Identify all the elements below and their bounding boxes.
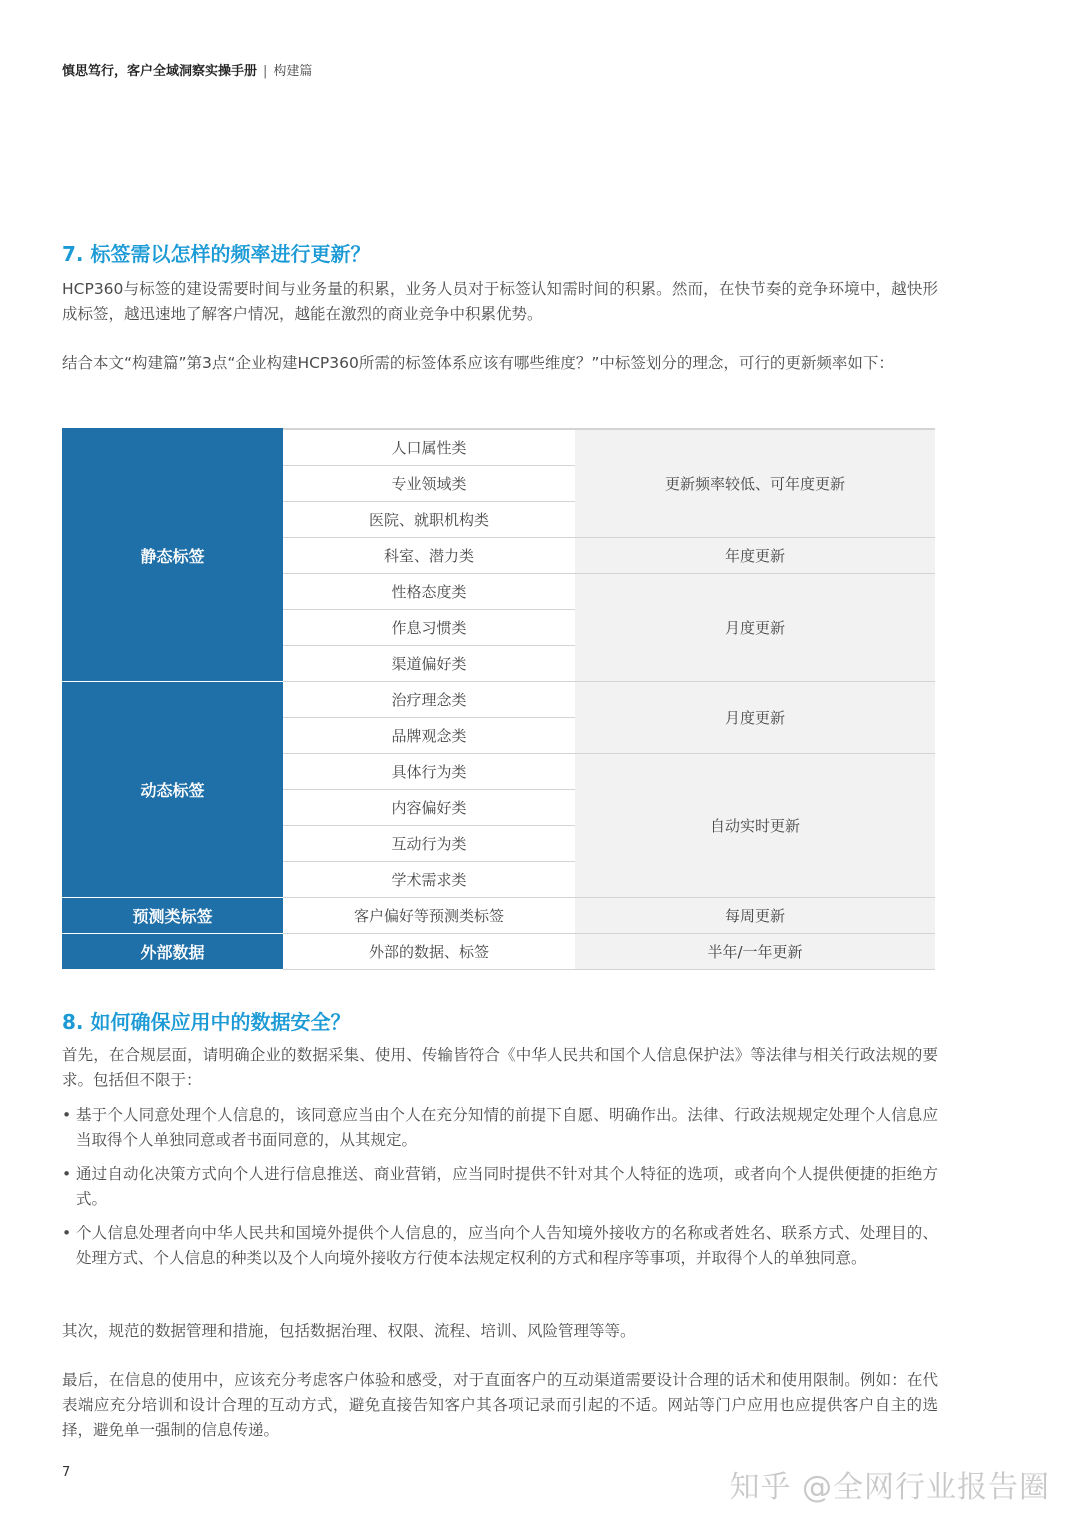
- table-sub-item: 性格态度类: [283, 574, 575, 610]
- table-sub-item: 内容偏好类: [283, 790, 575, 826]
- table-frequency: 每周更新: [575, 898, 935, 934]
- table-frequency: 年度更新: [575, 538, 935, 574]
- bullet-dot: •: [62, 1106, 72, 1124]
- bullet-text: 通过自动化决策方式向个人进行信息推送、商业营销，应当同时提供不针对其个人特征的选项，或者向个人提供便捷的拒绝方式。: [76, 1165, 938, 1208]
- category-dynamic: 动态标签: [62, 682, 283, 898]
- running-header: [62, 60, 312, 79]
- bullet-dot: •: [62, 1165, 72, 1183]
- table-sub-item: 专业领域类: [283, 466, 575, 502]
- table-sub-item: 科室、潜力类: [283, 538, 575, 574]
- page-number: 7: [62, 1465, 71, 1480]
- section8-heading: 8. 如何确保应用中的数据安全？: [62, 1010, 351, 1034]
- section8-intro: 首先，在合规层面，请明确企业的数据采集、使用、传输皆符合《中华人民共和国个人信息保护法》等法律与相关行政法规的要求。包括但不限于：: [62, 1046, 938, 1089]
- list-item: [62, 1162, 938, 1212]
- header-separator: |: [263, 64, 268, 79]
- section7-heading: 7. 标签需以怎样的频率进行更新？: [62, 242, 371, 266]
- table-frequency: 自动实时更新: [575, 754, 935, 898]
- section8-second: 其次，规范的数据管理和措施，包括数据治理、权限、流程、培训、风险管理等等。: [62, 1322, 636, 1340]
- table-sub-item: 治疗理念类: [283, 682, 575, 718]
- category-static: 静态标签: [62, 429, 283, 682]
- table-sub-item: 客户偏好等预测类标签: [283, 898, 575, 934]
- bullet-text: 个人信息处理者向中华人民共和国境外提供个人信息的，应当向个人告知境外接收方的名称或者姓名、联系方式、处理目的、处理方式、个人信息的种类以及个人向境外接收方行使本法规定权利的方式和程序等事项，并取得个人的单独同意。: [76, 1224, 938, 1267]
- bullet-text: 基于个人同意处理个人信息的，该同意应当由个人在充分知情的前提下自愿、明确作出。法律、行政法规规定处理个人信息应当取得个人单独同意或者书面同意的，从其规定。: [76, 1106, 938, 1149]
- table-sub-item: 渠道偏好类: [283, 646, 575, 682]
- header-chapter: 构建篇: [273, 64, 313, 79]
- category-predictive: 预测类标签: [62, 898, 283, 934]
- table-sub-item: 互动行为类: [283, 826, 575, 862]
- section7-para2: 结合本文“构建篇”第3点“企业构建HCP360所需的标签体系应该有哪些维度？”中标签划分的理念，可行的更新频率如下：: [62, 354, 894, 372]
- section8-last: 最后，在信息的使用中，应该充分考虑客户体验和感受，对于直面客户的互动渠道需要设计合理的话术和使用限制。例如：在代表端应充分培训和设计合理的互动方式，避免直接告知客户其各项记录而引起的不适。网站等门户应用也应提供客户自主的选择，避免单一强制的信息传递。: [62, 1371, 938, 1439]
- section7-para1: HCP360与标签的建设需要时间与业务量的积累，业务人员对于标签认知需时间的积累。然而，在快节奏的竞争环境中，越快形成标签，越迅速地了解客户情况，越能在激烈的商业竞争中积累优势。: [62, 280, 938, 323]
- table-sub-item: 人口属性类: [283, 429, 575, 466]
- list-item: [62, 1221, 938, 1271]
- list-item: [62, 1103, 938, 1153]
- table-frequency: 月度更新: [575, 682, 935, 754]
- table-sub-item: 学术需求类: [283, 862, 575, 898]
- header-title: 慎思笃行，客户全域洞察实操手册: [62, 64, 258, 79]
- table-frequency: 更新频率较低、可年度更新: [575, 429, 935, 538]
- bullet-dot: •: [62, 1224, 72, 1242]
- table-frequency: 半年/一年更新: [575, 934, 935, 970]
- table-sub-item: 外部的数据、标签: [283, 934, 575, 970]
- table-frequency: 月度更新: [575, 574, 935, 682]
- table-sub-item: 医院、就职机构类: [283, 502, 575, 538]
- table-sub-item: 作息习惯类: [283, 610, 575, 646]
- update-frequency-table: [62, 428, 935, 970]
- table-sub-item: 具体行为类: [283, 754, 575, 790]
- watermark: 知乎 @全网行业报告圈: [729, 1470, 1050, 1505]
- table-sub-item: 品牌观念类: [283, 718, 575, 754]
- category-external: 外部数据: [62, 934, 283, 970]
